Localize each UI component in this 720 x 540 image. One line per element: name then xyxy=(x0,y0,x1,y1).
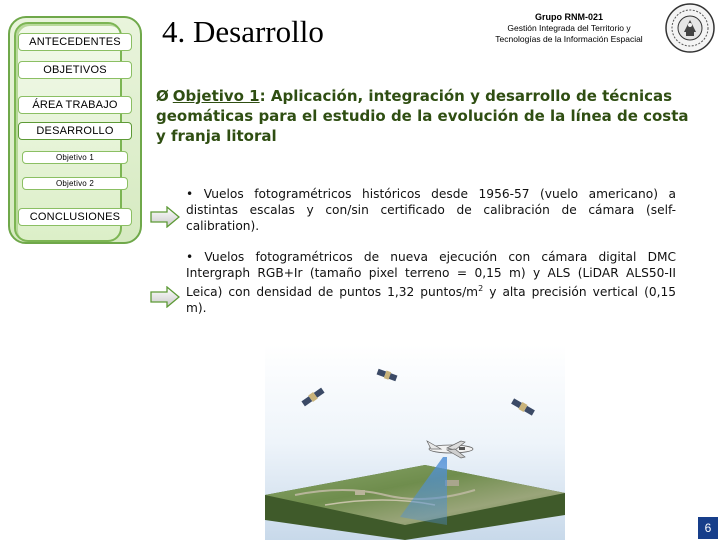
superscript: 2 xyxy=(478,284,484,293)
nav-area-trabajo-button[interactable]: ÁREA TRABAJO xyxy=(18,96,132,114)
bullet-new-flights xyxy=(186,249,676,316)
group-name: Grupo RNM-021 xyxy=(534,12,603,22)
nav-objetivo1-button[interactable]: Objetivo 1 xyxy=(22,151,128,164)
arrow-bullet-icon: Ø xyxy=(156,87,169,105)
page-number: 6 xyxy=(698,517,718,539)
group-description-line-1: Gestión Integrada del Territorio y xyxy=(507,23,631,33)
bullet-new-flights-text: • Vuelos fotogramétricos de nueva ejecución con cámara digital DMC Intergraph RGB+Ir (tamaño pixel terreno = 0,15 m) y ALS (LiDAR ALS50-II Leica) con densidad de puntos 1,32 puntos/m xyxy=(186,250,676,300)
arrow-right-icon xyxy=(150,206,180,228)
bullet-new-flights-text-end: y alta precisión vertical (0,15 m). xyxy=(186,285,676,316)
page-title: 4. Desarrollo xyxy=(162,14,324,49)
aerial-survey-illustration xyxy=(265,345,565,540)
nav-desarrollo-button[interactable]: DESARROLLO xyxy=(18,122,132,140)
nav-objetivos-button[interactable]: OBJETIVOS xyxy=(18,61,132,79)
nav-objetivo2-button[interactable]: Objetivo 2 xyxy=(22,177,128,190)
objective-heading xyxy=(156,86,696,146)
university-seal-icon xyxy=(664,2,716,54)
research-group-info xyxy=(478,12,660,45)
nav-antecedentes-button[interactable]: ANTECEDENTES xyxy=(18,33,132,51)
group-description-line-2: Tecnologías de la Información Espacial xyxy=(495,34,643,44)
nav-conclusiones-button[interactable]: CONCLUSIONES xyxy=(18,208,132,226)
objective-text: : Aplicación, integración y desarrollo de técnicas geomáticas para el estudio de la evolución de la línea de costa y franja litoral xyxy=(156,87,689,145)
arrow-right-icon xyxy=(150,286,180,308)
bullet-historic-flights: • Vuelos fotogramétricos históricos desde 1956-57 (vuelo americano) a distintas escalas y con/sin certificado de calibración de cámara (self-calibration). xyxy=(186,187,676,233)
objective-label: Objetivo 1 xyxy=(172,87,260,105)
